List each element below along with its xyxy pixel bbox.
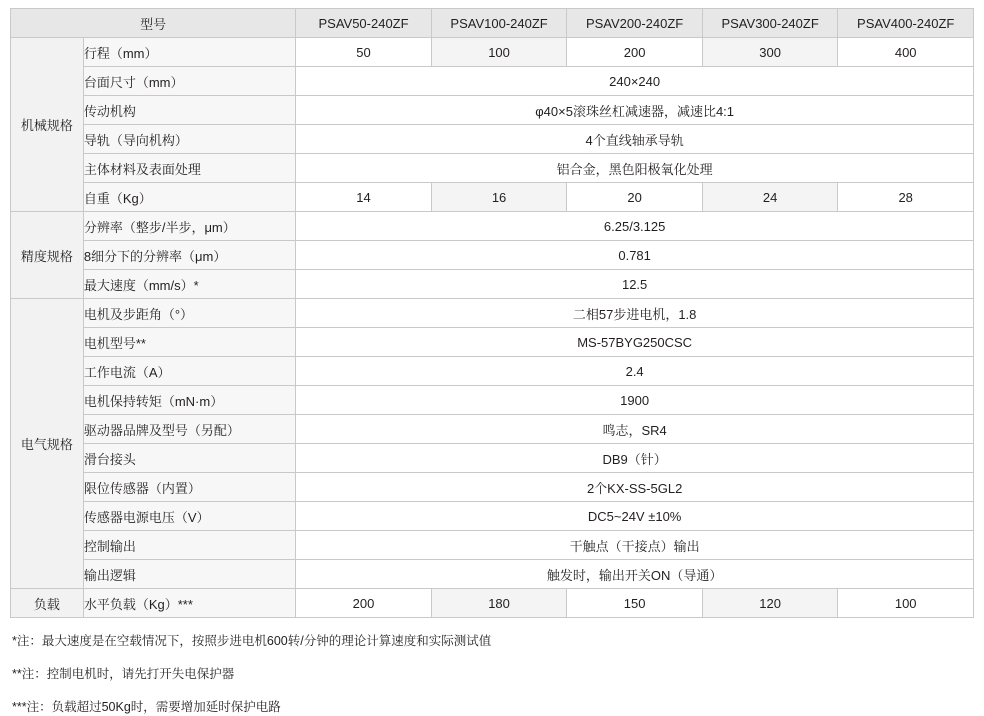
table-row xyxy=(11,183,974,212)
header-model-4: PSAV300-240ZF xyxy=(702,9,838,38)
row-value: DB9（针） xyxy=(296,444,974,473)
header-model-2: PSAV100-240ZF xyxy=(431,9,567,38)
row-label: 输出逻辑 xyxy=(83,560,295,589)
table-row xyxy=(11,241,974,270)
row-value: φ40×5滚珠丝杠减速器，减速比4:1 xyxy=(296,96,974,125)
row-label: 导轨（导向机构） xyxy=(83,125,295,154)
table-row xyxy=(11,386,974,415)
category-label: 精度规格 xyxy=(11,212,84,299)
table-row xyxy=(11,38,974,67)
spec-sheet xyxy=(10,0,974,716)
row-label: 最大速度（mm/s）* xyxy=(83,270,295,299)
row-value: DC5~24V ±10% xyxy=(296,502,974,531)
row-label: 主体材料及表面处理 xyxy=(83,154,295,183)
specification-table xyxy=(10,8,974,618)
row-value: 2个KX-SS-5GL2 xyxy=(296,473,974,502)
table-header-row xyxy=(11,9,974,38)
table-row xyxy=(11,67,974,96)
row-value: 0.781 xyxy=(296,241,974,270)
note-item: *注：最大速度是在空载情况下，按照步进电机600转/分钟的理论计算速度和实际测试值 xyxy=(12,632,974,651)
row-value-1: 200 xyxy=(296,589,432,618)
table-row xyxy=(11,357,974,386)
table-row xyxy=(11,589,974,618)
table-row xyxy=(11,473,974,502)
row-value: 铝合金，黑色阳极氧化处理 xyxy=(296,154,974,183)
row-value: 2.4 xyxy=(296,357,974,386)
row-label: 电机及步距角（°） xyxy=(83,299,295,328)
row-value-3: 200 xyxy=(567,38,703,67)
row-label: 驱动器品牌及型号（另配） xyxy=(83,415,295,444)
table-row xyxy=(11,444,974,473)
row-value: 鸣志，SR4 xyxy=(296,415,974,444)
row-label: 电机保持转矩（mN·m） xyxy=(83,386,295,415)
table-row xyxy=(11,270,974,299)
note-item: **注：控制电机时，请先打开失电保护器 xyxy=(12,665,974,684)
table-row xyxy=(11,96,974,125)
row-value: 二相57步进电机，1.8 xyxy=(296,299,974,328)
row-value: 触发时，输出开关ON（导通） xyxy=(296,560,974,589)
table-row xyxy=(11,328,974,357)
table-row xyxy=(11,154,974,183)
row-value-2: 16 xyxy=(431,183,567,212)
row-value-4: 300 xyxy=(702,38,838,67)
row-value-5: 100 xyxy=(838,589,974,618)
row-value: MS-57BYG250CSC xyxy=(296,328,974,357)
table-row xyxy=(11,502,974,531)
row-label: 滑台接头 xyxy=(83,444,295,473)
row-value-2: 180 xyxy=(431,589,567,618)
row-value-2: 100 xyxy=(431,38,567,67)
notes-block xyxy=(10,632,974,716)
row-value-1: 14 xyxy=(296,183,432,212)
header-model-5: PSAV400-240ZF xyxy=(838,9,974,38)
row-value-5: 400 xyxy=(838,38,974,67)
category-label: 负载 xyxy=(11,589,84,618)
row-value: 240×240 xyxy=(296,67,974,96)
row-label: 行程（mm） xyxy=(83,38,295,67)
row-label: 控制输出 xyxy=(83,531,295,560)
row-label: 传感器电源电压（V） xyxy=(83,502,295,531)
row-label: 台面尺寸（mm） xyxy=(83,67,295,96)
row-value: 4个直线轴承导轨 xyxy=(296,125,974,154)
row-value: 12.5 xyxy=(296,270,974,299)
row-label: 限位传感器（内置） xyxy=(83,473,295,502)
row-label: 水平负载（Kg）*** xyxy=(83,589,295,618)
table-row xyxy=(11,560,974,589)
row-value-3: 150 xyxy=(567,589,703,618)
note-item: ***注：负载超过50Kg时，需要增加延时保护电路 xyxy=(12,698,974,716)
category-label: 机械规格 xyxy=(11,38,84,212)
row-value-3: 20 xyxy=(567,183,703,212)
header-model-3: PSAV200-240ZF xyxy=(567,9,703,38)
row-label: 8细分下的分辨率（μm） xyxy=(83,241,295,270)
row-value-4: 120 xyxy=(702,589,838,618)
category-label: 电气规格 xyxy=(11,299,84,589)
row-value: 6.25/3.125 xyxy=(296,212,974,241)
row-value: 1900 xyxy=(296,386,974,415)
table-row xyxy=(11,299,974,328)
table-row xyxy=(11,125,974,154)
row-value: 干触点（干接点）输出 xyxy=(296,531,974,560)
table-row xyxy=(11,212,974,241)
row-value-5: 28 xyxy=(838,183,974,212)
header-model-1: PSAV50-240ZF xyxy=(296,9,432,38)
table-row xyxy=(11,531,974,560)
row-label: 电机型号** xyxy=(83,328,295,357)
row-label: 工作电流（A） xyxy=(83,357,295,386)
table-row xyxy=(11,415,974,444)
row-label: 分辨率（整步/半步，μm） xyxy=(83,212,295,241)
row-label: 自重（Kg） xyxy=(83,183,295,212)
row-label: 传动机构 xyxy=(83,96,295,125)
row-value-4: 24 xyxy=(702,183,838,212)
row-value-1: 50 xyxy=(296,38,432,67)
header-model-label: 型号 xyxy=(11,9,296,38)
